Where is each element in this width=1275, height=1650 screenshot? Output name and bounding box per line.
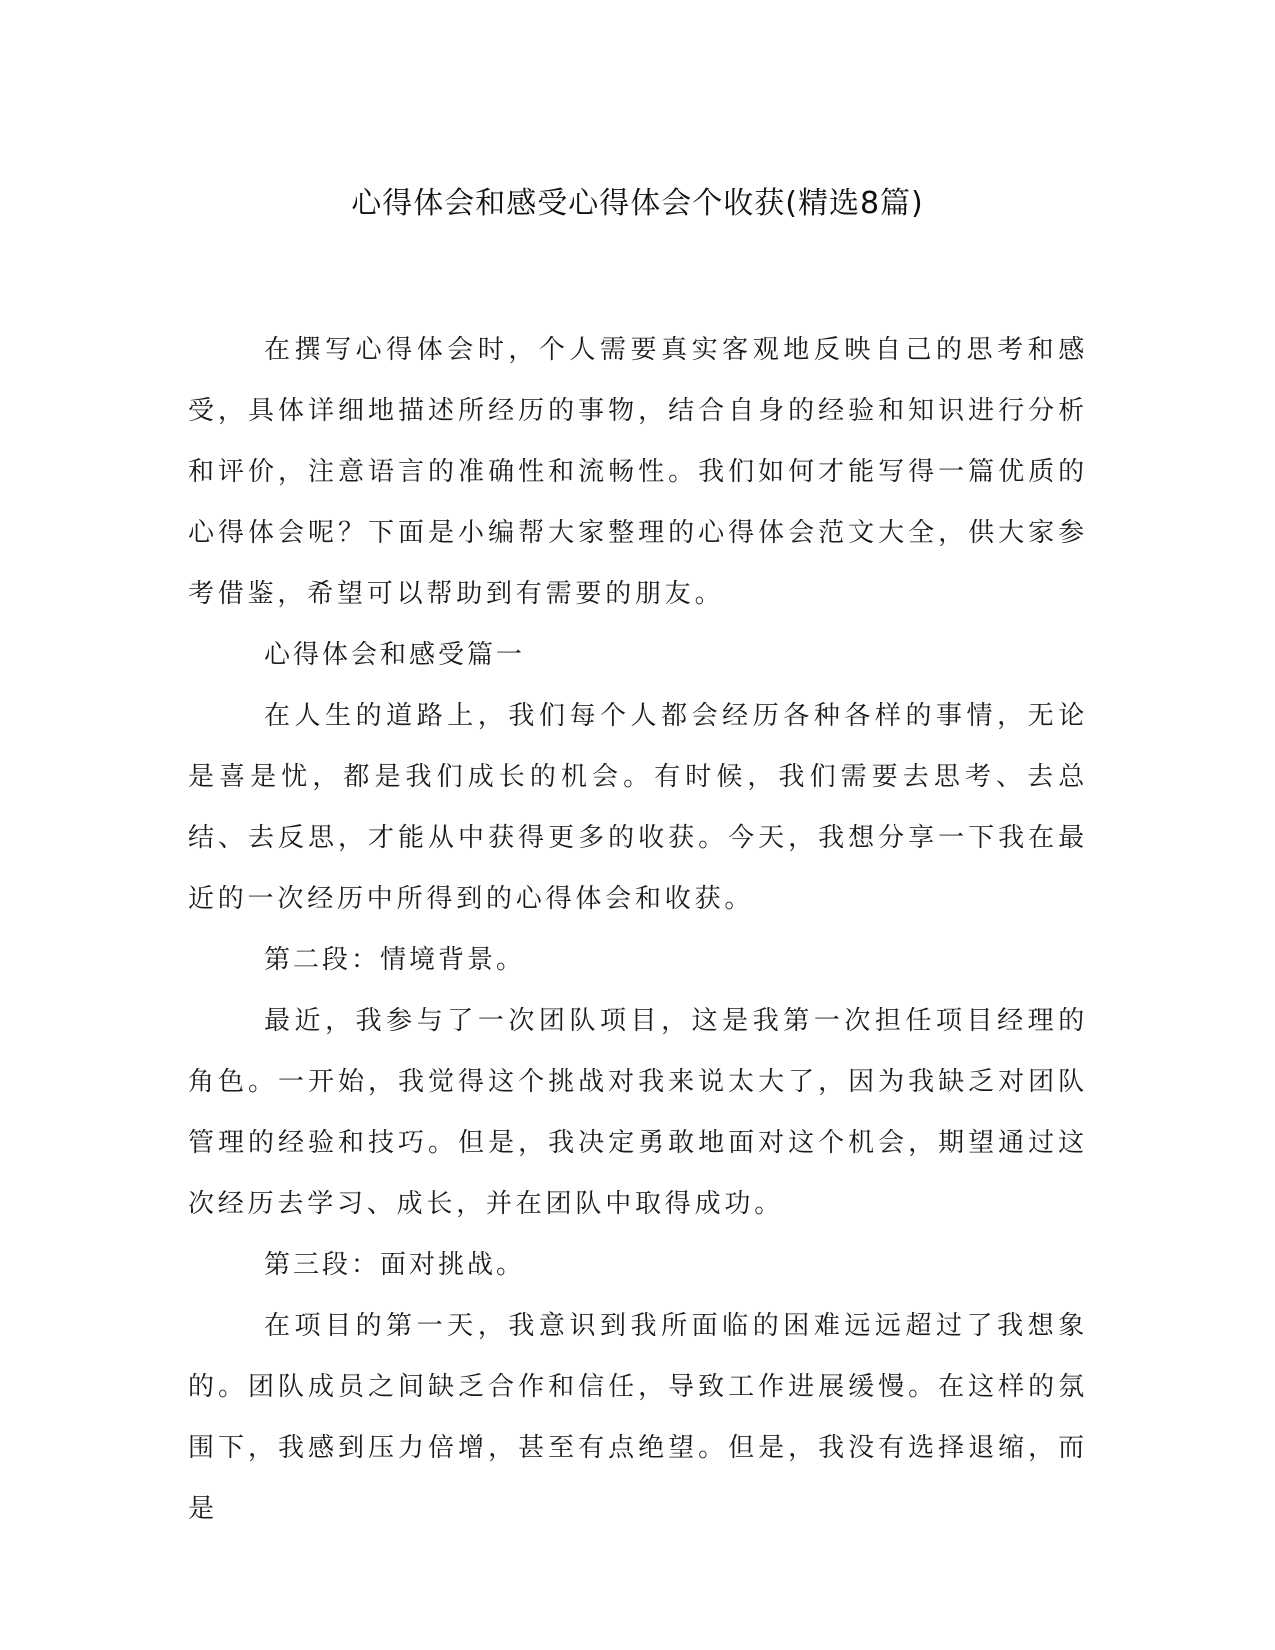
section-heading-third: 第三段：面对挑战。 bbox=[264, 1250, 526, 1280]
paragraph-opening: 在人生的道路上，我们每个人都会经历各种各样的事情，无论是喜是忧，都是我们成长的机会。有时候，我们需要去思考、去总结、去反思，才能从中获得更多的收获。今天，我想分享一下我在最近的一次经历中所得到的心得体会和收获。 bbox=[188, 701, 1088, 914]
paragraph-background: 最近，我参与了一次团队项目，这是我第一次担任项目经理的角色。一开始，我觉得这个挑战对我来说太大了，因为我缺乏对团队管理的经验和技巧。但是，我决定勇敢地面对这个机会，期望通过这次经历去学习、成长，并在团队中取得成功。 bbox=[188, 1006, 1088, 1219]
section-heading-second: 第二段：情境背景。 bbox=[264, 945, 526, 975]
paragraph-intro: 在撰写心得体会时，个人需要真实客观地反映自己的思考和感受，具体详细地描述所经历的事物，结合自身的经验和知识进行分析和评价，注意语言的准确性和流畅性。我们如何才能写得一篇优质的心得体会呢？下面是小编帮大家整理的心得体会范文大全，供大家参考借鉴，希望可以帮助到有需要的朋友。 bbox=[188, 335, 1088, 609]
document-title: 心得体会和感受心得体会个收获(精选8篇) bbox=[351, 186, 924, 221]
paragraph-challenge: 在项目的第一天，我意识到我所面临的困难远远超过了我想象的。团队成员之间缺乏合作和信任，导致工作进展缓慢。在这样的氛围下，我感到压力倍增，甚至有点绝望。但是，我没有选择退缩，而是 bbox=[188, 1311, 1088, 1524]
document-body bbox=[188, 320, 1088, 1540]
section-heading-part-one: 心得体会和感受篇一 bbox=[264, 640, 526, 670]
